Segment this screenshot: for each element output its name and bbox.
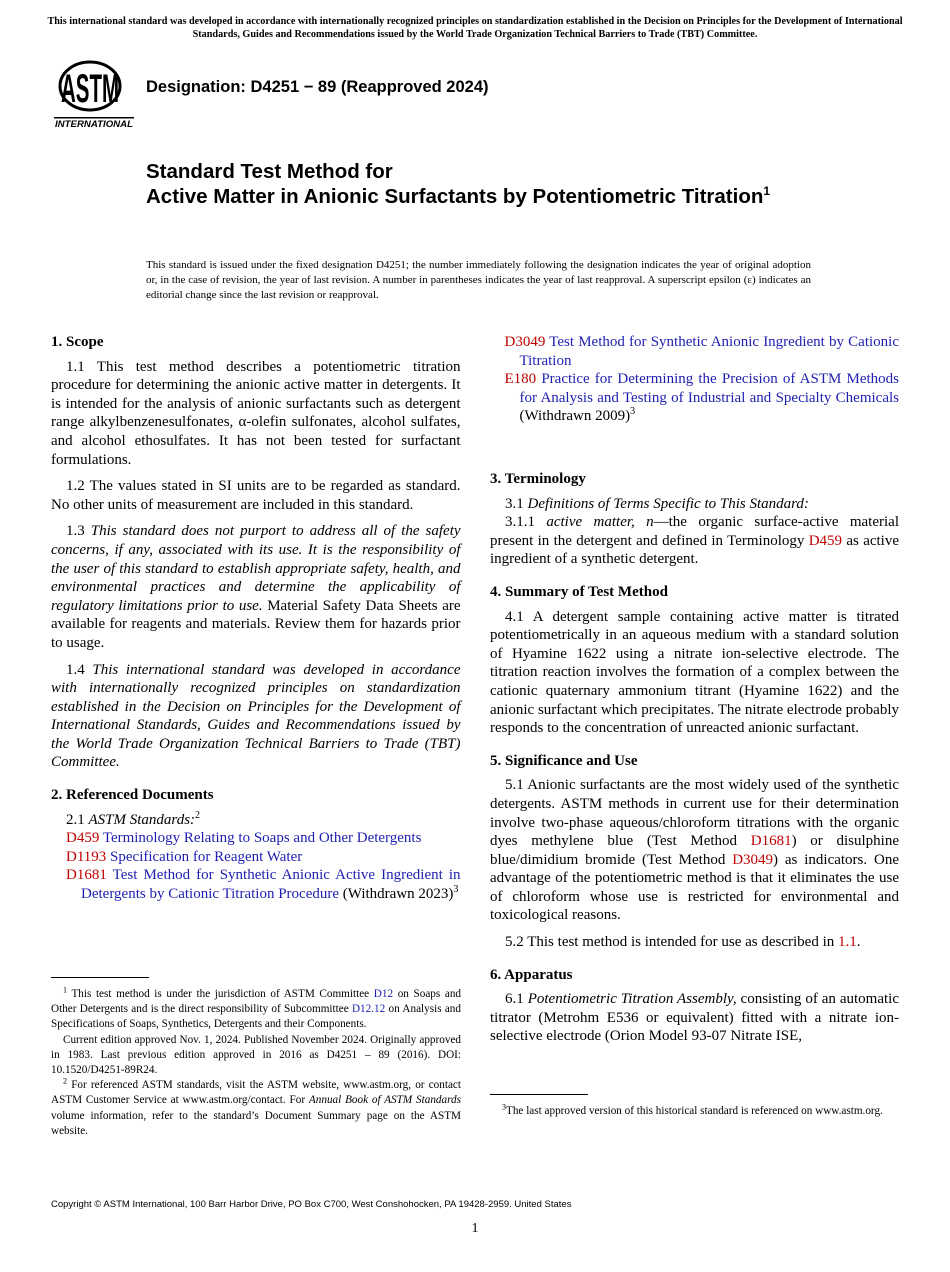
- footnote-mark[interactable]: 2: [195, 809, 201, 821]
- committee-link[interactable]: D12: [373, 988, 394, 1000]
- footnote-mark: 2: [63, 1076, 67, 1086]
- paragraph-3-1-1: [490, 513, 899, 569]
- para-number: 3.1.1: [505, 514, 535, 531]
- text: 5.1 Anionic surfactants are the most widely used of the synthetic detergents. ASTM methods in current use for their determination involve two-phase aqueous/chloroform titrations with the organic dyes methylene blue (Test Method: [490, 777, 899, 850]
- text: Material Safety Data Sheets are available for reagents and materials. Review them for hazards prior to usage.: [51, 597, 461, 651]
- footnote-2: [51, 1078, 461, 1139]
- title-text: Active Matter in Anionic Surfactants by Potentiometric Titration: [146, 184, 764, 208]
- ref-item-d1193: [51, 848, 461, 867]
- designation: Designation: D4251 − 89 (Reapproved 2024): [146, 78, 489, 96]
- ref-code-link[interactable]: E180: [504, 371, 537, 388]
- paragraph-1-2: 1.2 The values stated in SI units are to be regarded as standard. No other units of measurement are included in this standard.: [51, 478, 461, 513]
- footnote-mark[interactable]: 1: [763, 183, 771, 198]
- section-1-1-link[interactable]: 1.1: [838, 934, 857, 951]
- italic-text: Definitions of Terms Specific to This Standard:: [527, 495, 809, 512]
- text: volume information, refer to the standard’s Document Summary page on the ASTM website.: [51, 1109, 461, 1137]
- ref-code-link[interactable]: D459: [66, 830, 100, 847]
- paragraph-1-4: [51, 661, 461, 773]
- section-heading-terminology: 3. Terminology: [490, 471, 586, 487]
- italic-text: Potentiometric Titration Assembly,: [527, 991, 737, 1008]
- title-line-2: [146, 185, 846, 210]
- text: ) as indicators. One advantage of the potentiometric method is that it eliminates the use of chloroform whose use is restricted for environmental and toxicological reasons.: [490, 851, 899, 924]
- d3049-link[interactable]: D3049: [732, 851, 774, 868]
- ref-item-d459: [51, 829, 461, 848]
- paragraph-3-1: [490, 495, 899, 514]
- footnote-mark[interactable]: 3: [453, 884, 459, 896]
- d459-link[interactable]: D459: [808, 532, 843, 549]
- paragraph-5-1: [490, 776, 899, 925]
- svg-text:ASTM: ASTM: [61, 67, 119, 111]
- text: consisting of an automatic titrator (Metrohm E536 or equivalent) fitted with a nitrate ion-selective electrode (Orion Model 93-07 Nitrate ISE,: [490, 991, 900, 1045]
- section-heading-apparatus: 6. Apparatus: [490, 966, 573, 983]
- footnote-divider: [490, 1094, 588, 1095]
- title-line-1: Standard Test Method for: [146, 160, 393, 183]
- italic-text: ASTM Standards:: [88, 811, 196, 828]
- ref-code-link[interactable]: D1193: [66, 848, 107, 865]
- para-number: 6.1: [505, 991, 524, 1008]
- text: ) or disulphine blue/dimidium bromide (Test Method: [490, 833, 899, 868]
- document-title: [146, 160, 846, 209]
- d1681-link[interactable]: D1681: [750, 833, 792, 850]
- footnote-mark: 1: [63, 985, 67, 995]
- withdrawn-note: (Withdrawn 2023): [342, 886, 454, 903]
- ref-title-link[interactable]: Test Method for Synthetic Anionic Active Ingredient in Detergents by Cationic Titration Procedure: [81, 867, 461, 903]
- ref-item-e180: [490, 370, 900, 426]
- text: This test method is under the jurisdiction of ASTM Committee: [71, 988, 370, 1000]
- text: as active ingredient of a synthetic detergent.: [490, 532, 899, 568]
- astm-logo: [54, 56, 134, 130]
- para-number: 1.4: [66, 661, 85, 678]
- page-number: 1: [471, 1221, 479, 1236]
- paragraph-1-3: [51, 522, 461, 652]
- ref-item-d1681: [51, 866, 461, 903]
- paragraph-6-1: [490, 990, 899, 1046]
- standard-notice: This international standard was developed in accordance with internationally recognized principles on standardization established in the Decision on Principles for the Development of International Standards, Guides and Recommendations issued by the World Trade Organization Technical Barriers to Trade (TBT) Committee.: [47, 16, 903, 40]
- paragraph-5-2: [490, 933, 899, 952]
- term: active matter, n: [546, 514, 654, 531]
- italic-text: This standard does not purport to address all of the safety concerns, if any, associated with its use. It is the responsibility of the user of this standard to establish appropriate safety, health, and environmental practices and determine the applicability of regulatory limitations prior to use.: [51, 523, 461, 614]
- ref-title-link[interactable]: Specification for Reagent Water: [110, 848, 303, 865]
- text: 5.2 This test method is intended for use as described in: [505, 934, 835, 951]
- text: —the organic surface-active material present in the detergent and defined in Terminology: [490, 514, 899, 549]
- right-column: [490, 470, 899, 1054]
- italic-text: This international standard was developed in accordance with internationally recognized principles on standardization established in the Decision on Principles for the Development of International Standards, Guides and Recommendations issued by the World Trade Organization Technical Barriers to Trade (TBT) Committee.: [51, 661, 461, 771]
- preamble: This standard is issued under the fixed designation D4251; the number immediately following the designation indicates the year of original adoption or, in the case of revision, the year of last revision. A number in parentheses indicates the year of last reapproval. A superscript epsilon (ε) indicates an editorial change since the last revision or reapproval.: [146, 259, 811, 301]
- section-heading-referenced: 2. Referenced Documents: [51, 787, 214, 804]
- subcommittee-link[interactable]: D12.12: [351, 1003, 386, 1016]
- footnote-1-edition: Current edition approved Nov. 1, 2024. Published November 2024. Originally approved in 1983. Last previous edition approved in 2016 as D4251 – 89 (2016). DOI: 10.1520/D4251-89R24.: [51, 1033, 461, 1077]
- section-heading-summary: 4. Summary of Test Method: [490, 583, 668, 600]
- text: The last approved version of this historical standard is referenced on www.astm.org.: [506, 1105, 883, 1117]
- ref-title-link[interactable]: Test Method for Synthetic Anionic Ingredient by Cationic Titration: [519, 334, 899, 369]
- ref-item-d3049: [490, 333, 900, 370]
- ref-code-link[interactable]: D3049: [504, 334, 546, 350]
- section-heading-scope: 1. Scope: [51, 334, 104, 350]
- ref-code-link[interactable]: D1681: [66, 867, 107, 884]
- ref-title-link[interactable]: Terminology Relating to Soaps and Other Detergents: [102, 830, 422, 847]
- withdrawn-note: (Withdrawn 2009): [519, 408, 631, 425]
- paragraph-2-1: [51, 811, 461, 830]
- text: For referenced ASTM standards, visit the ASTM website, www.astm.org, or contact ASTM Customer Service at www.astm.org/contact. For: [51, 1079, 461, 1107]
- para-number: 2.1: [66, 811, 85, 828]
- section-heading-significance: 5. Significance and Use: [490, 752, 638, 769]
- text: .: [856, 934, 861, 951]
- para-number: 1.3: [66, 523, 85, 540]
- copyright: Copyright © ASTM International, 100 Barr Harbor Drive, PO Box C700, West Conshohocken, PA 19428-2959. United States: [51, 1199, 572, 1210]
- svg-text:INTERNATIONAL: INTERNATIONAL: [55, 119, 134, 130]
- text: on Analysis and Specifications of Soaps, Synthetics, Detergents and their Components.: [51, 1003, 461, 1031]
- footnote-divider: [51, 977, 149, 978]
- ref-title-link[interactable]: Practice for Determining the Precision of ASTM Methods for Analysis and Testing of Industrial and Specialty Chemicals: [519, 371, 899, 406]
- footnote-mark: 3: [502, 1102, 506, 1112]
- footnote-3: [490, 1104, 899, 1119]
- footnote-1: [51, 987, 461, 1033]
- footnote-mark[interactable]: 3: [630, 406, 636, 418]
- paragraph-4-1: 4.1 A detergent sample containing active matter is titrated potentiometrically in an aqueous medium with a standard solution of Hyamine 1622 using a nitrate ion-selective electrode. The titration reaction involves the formation of a complex between the cationic quaternary ammonium titrant (Hyamine 1622) and the anionic surfactant which precipitates. The nitrate electrode probably responds to the concentration of unreacted anionic surfactant.: [490, 608, 899, 737]
- footnotes-right: [490, 1104, 899, 1119]
- text: on Soaps and Other Detergents and is the direct responsibility of Subcommittee: [51, 988, 462, 1016]
- footnotes-left: [51, 987, 461, 1139]
- paragraph-1-1: 1.1 This test method describes a potentiometric titration procedure for determining the anionic active matter in detergents. It is intended for the analysis of anionic surfactants such as detergent range alkylbenzenesulfonates, α-olefin sulfonates, alcohol sulfates, and alcohol ethosulfates. It has not been tested for surfactant formulations.: [51, 358, 461, 468]
- italic-text: Annual Book of ASTM Standards: [308, 1094, 461, 1107]
- para-number: 3.1: [505, 495, 524, 512]
